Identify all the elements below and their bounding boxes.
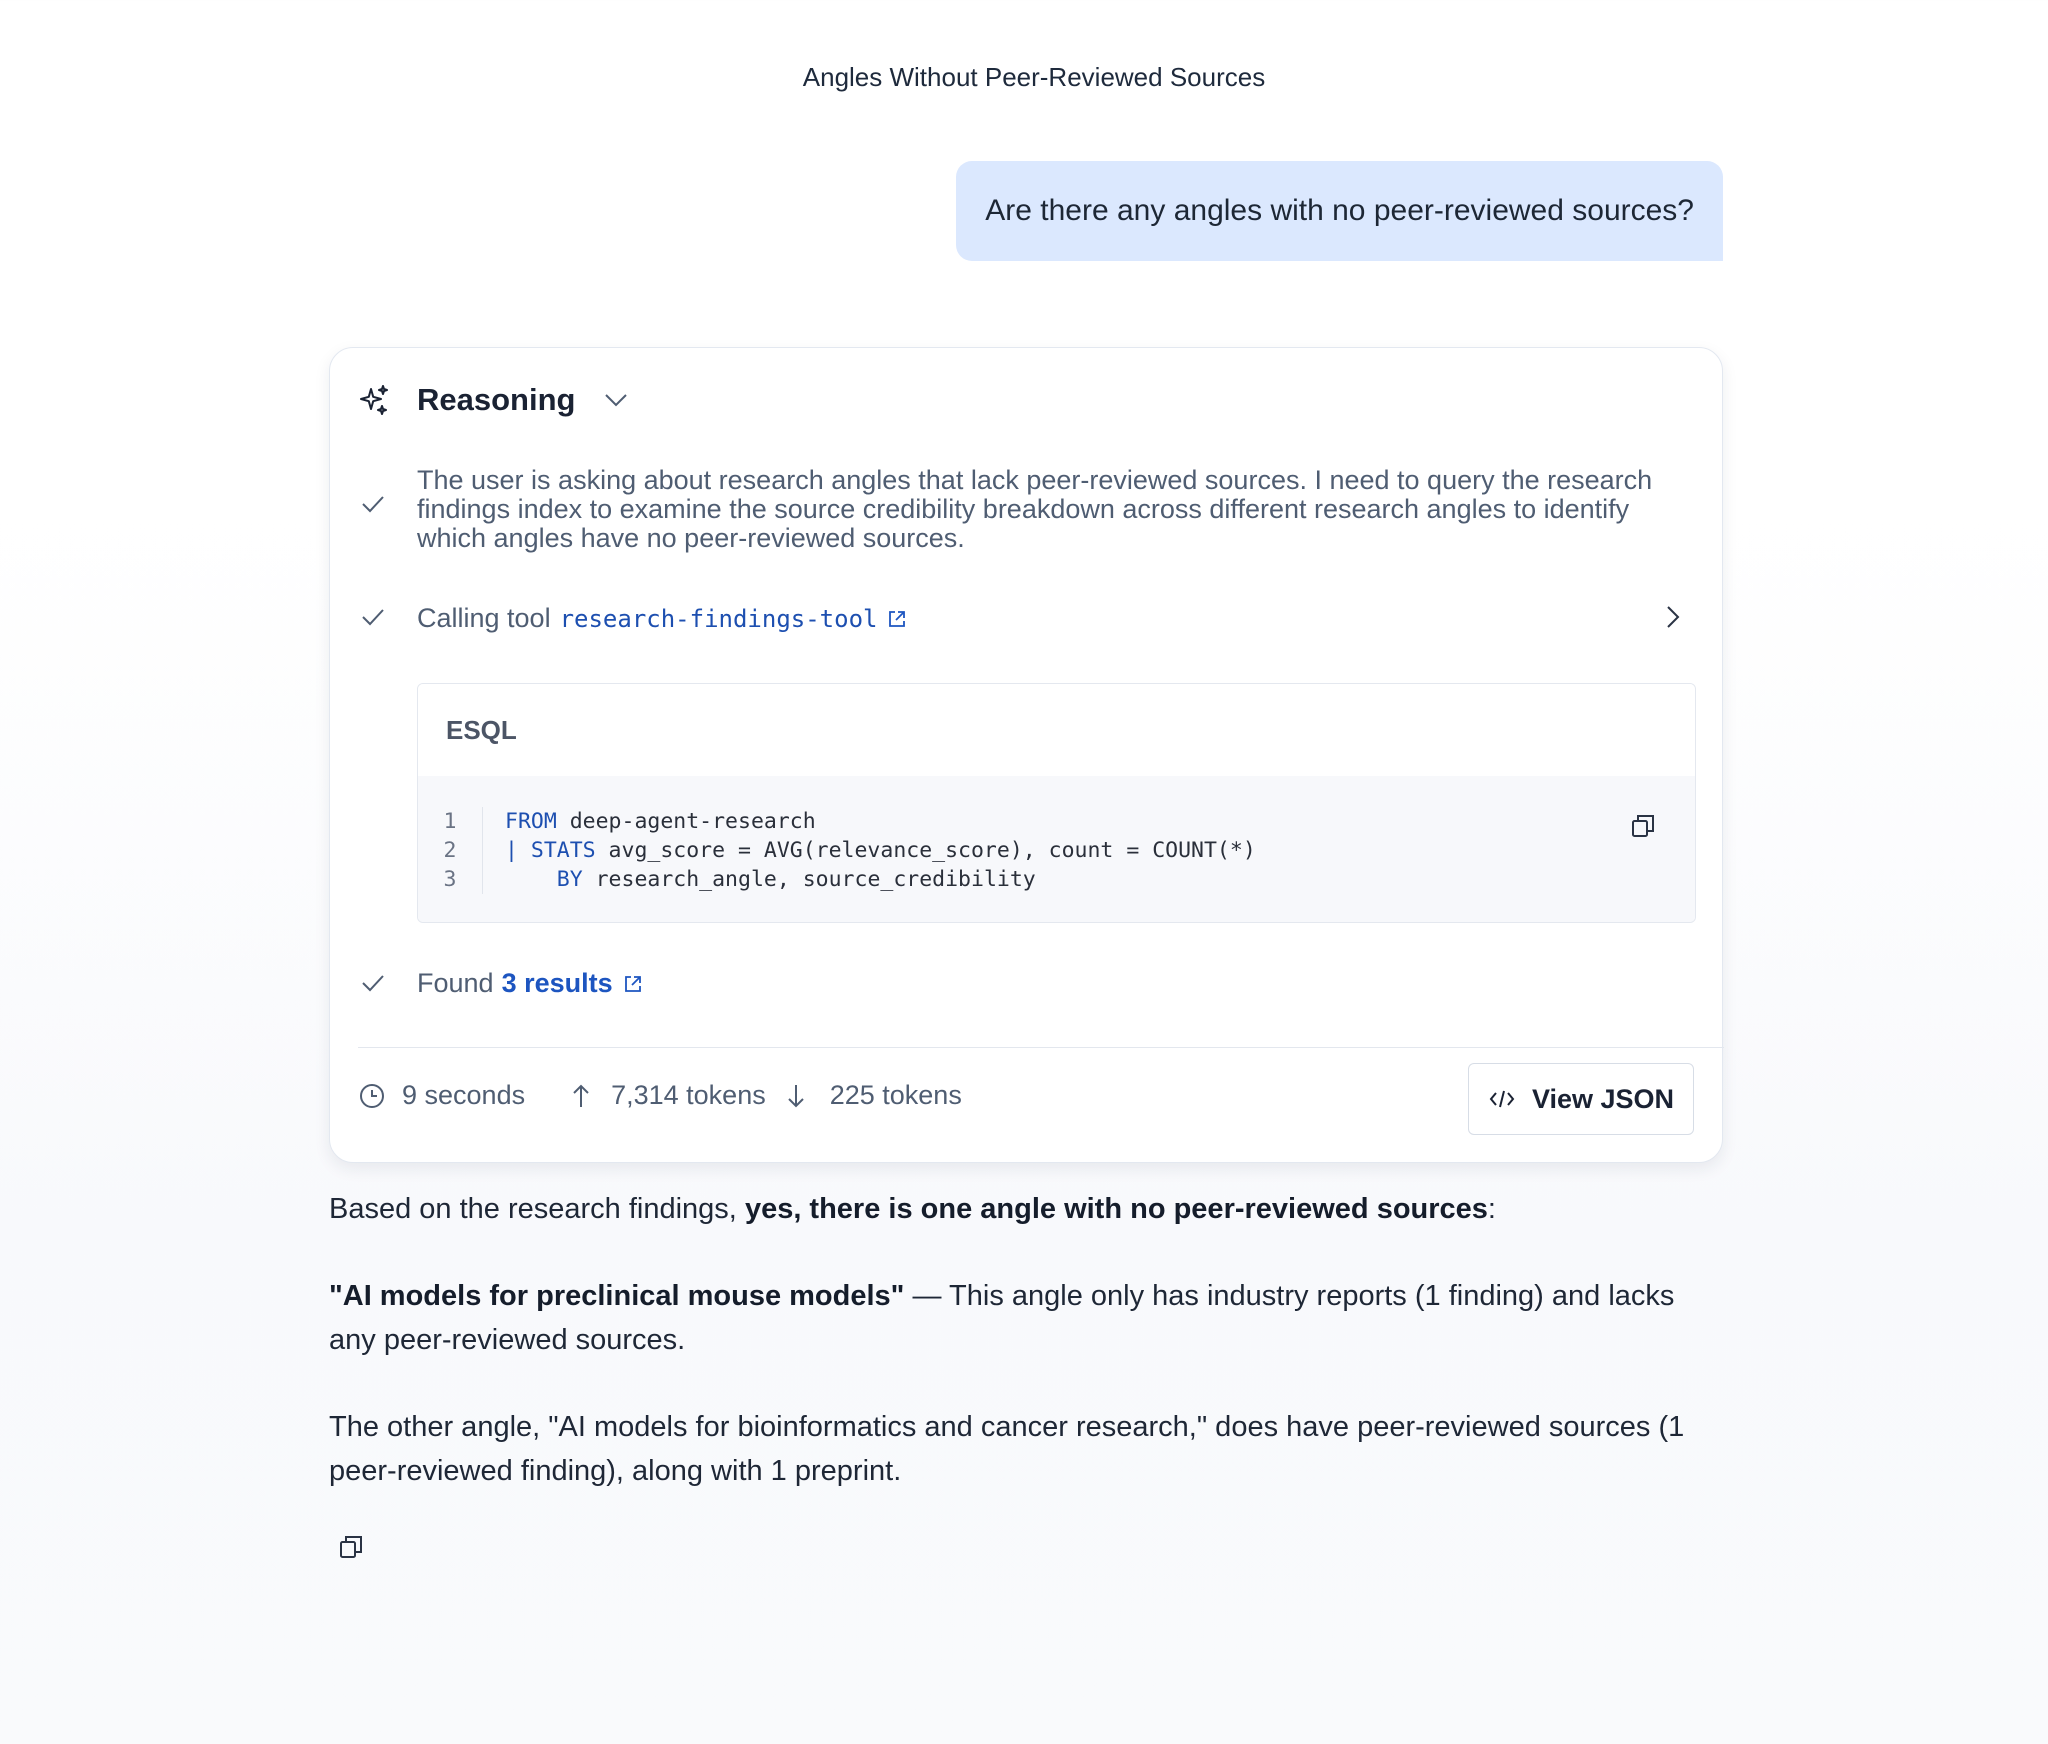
answer-paragraph: The other angle, "AI models for bioinformatics and cancer research," does have peer-reviewed sources (1 peer-reviewed finding), along with 1 preprint. [329,1411,1685,1487]
divider [358,1047,1724,1048]
code-block [417,683,1696,923]
duration-label: 9 seconds [402,1080,526,1110]
conversation-title: Angles Without Peer-Reviewed Sources [802,62,1266,92]
found-results-row [417,968,643,999]
external-link-icon[interactable] [887,609,907,629]
reasoning-card [329,347,1723,1163]
copy-icon[interactable] [1629,812,1657,840]
output-tokens-label: 225 tokens [829,1080,962,1110]
external-link-icon[interactable] [623,974,643,994]
code-line [418,836,1256,865]
answer-text: Based on the research findings, [329,1193,745,1225]
answer-bold-text: yes, there is one angle with no peer-reviewed sources [744,1193,1488,1225]
tool-call-row [417,603,907,634]
code-keyword: | STATS [505,838,596,863]
chevron-down-icon[interactable] [603,387,629,413]
input-tokens-label: 7,314 tokens [611,1080,766,1110]
reasoning-stats [358,1080,962,1111]
answer-bold-text: "AI models for preclinical mouse models" [329,1280,905,1312]
arrow-up-icon [567,1082,595,1110]
tool-name-link[interactable]: research-findings-tool [559,604,878,633]
arrow-down-icon [782,1082,810,1110]
answer-text: — This angle only has industry reports (1 finding) and lacks any peer-reviewed sources. [329,1280,1675,1356]
user-message-text: Are there any angles with no peer-reviewed sources? [985,194,1694,227]
code-keyword: FROM [505,809,557,834]
user-message-bubble [956,161,1723,261]
reasoning-title: Reasoning [417,382,576,417]
line-number: 3 [418,865,483,894]
code-line [418,807,1256,836]
copy-icon[interactable] [337,1533,365,1561]
reasoning-header[interactable] [358,382,629,418]
code-icon [1488,1085,1516,1113]
clock-icon [358,1082,386,1110]
code-language-label: ESQL [418,684,1695,776]
code-text: research_angle, source_credibility [582,867,1036,892]
code-text: deep-agent-research [556,809,816,834]
check-icon [360,970,386,996]
view-json-label: View JSON [1531,1083,1675,1114]
found-prefix: Found [417,968,494,998]
line-number: 1 [418,807,483,836]
code-text: avg_score = AVG(relevance_score), count = COUNT(*) [595,838,1256,863]
chevron-right-icon[interactable] [1658,603,1686,631]
assistant-answer [329,1187,1729,1536]
reasoning-thought: The user is asking about research angles that lack peer-reviewed sources. I need to query the research findings index to examine the source credibility breakdown across different research angles to identify which angles have no peer-reviewed sources. [417,465,1653,553]
line-number: 2 [418,836,483,865]
answer-paragraph [329,1187,1729,1231]
code-keyword: BY [505,867,583,892]
sparkle-icon [358,384,390,416]
answer-paragraph [329,1274,1729,1362]
view-json-button[interactable] [1468,1063,1694,1135]
code-lines [418,807,1256,894]
tool-call-prefix: Calling tool [417,603,551,633]
results-link[interactable]: 3 results [501,968,613,998]
check-icon [360,604,386,630]
answer-text: : [1487,1193,1496,1225]
code-body [418,776,1695,922]
check-icon [360,491,386,517]
code-line [418,865,1256,894]
